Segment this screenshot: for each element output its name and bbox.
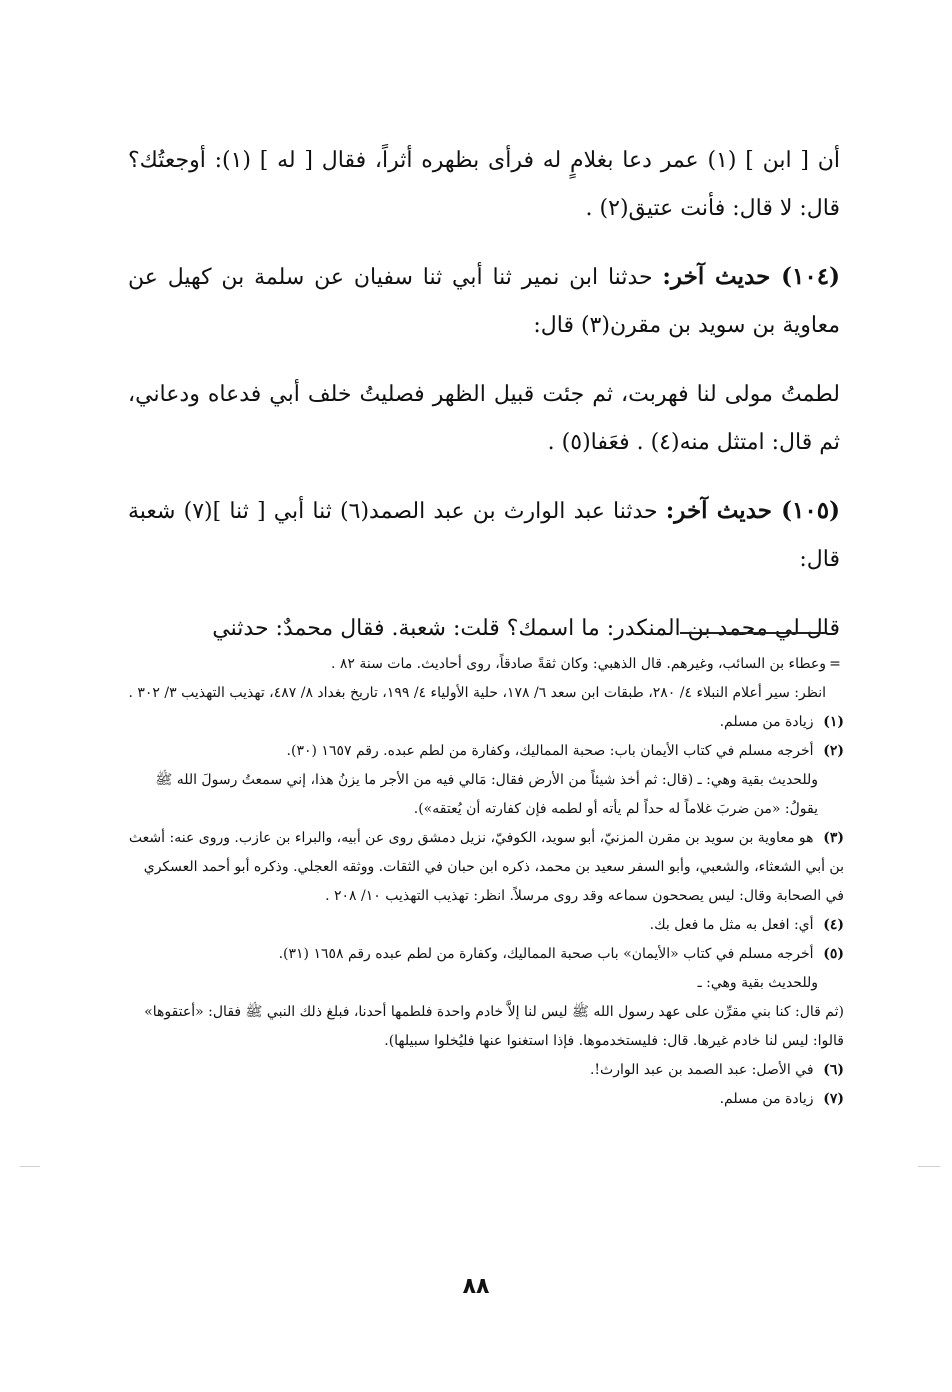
footnote-number: (١) (823, 714, 844, 730)
hadith-heading: (١٠٥) حديث آخر: (665, 497, 840, 524)
footnote-number: (٣) (823, 830, 844, 846)
footnote-7 (128, 1085, 844, 1114)
main-paragraph-3 (128, 370, 840, 467)
footnote-2 (128, 737, 844, 766)
paragraph-text: حدثنا ابن نمير ثنا أبي ثنا سفيان عن سلمة بن كهيل عن معاوية بن سويد بن مقرن(٣) قال: (128, 265, 840, 338)
footnote-1 (128, 708, 844, 737)
main-paragraph-1 (128, 136, 840, 233)
footnote-4 (128, 911, 844, 940)
footnote-5 (128, 940, 844, 969)
main-paragraph-4 (128, 487, 840, 584)
footnote-number: (٥) (823, 946, 844, 962)
continuation-marker: = (829, 656, 841, 672)
page-number: ٨٨ (462, 1274, 490, 1299)
footnote-text: زيادة من مسلم. (719, 1091, 814, 1107)
footnote-text: في الأصل: عبد الصمد بن عبد الوارث!. (589, 1062, 814, 1078)
footnote-2-extra: وللحديث بقية وهي: ـ (قال: ثم أخذ شيئاً من الأرض فقال: مَالي فيه من الأجر ما يزنُ هذا، إني سمعتُ رسولَ الله ﷺ يقولُ: «من ضربَ غلاماً له حداً لم يأته أو لطمه فإن كفارته أن يُعتقه»). (155, 772, 818, 817)
footnote-3 (128, 824, 844, 911)
footnote-number: (٧) (823, 1091, 844, 1107)
continuation-text: وعطاء بن السائب، وغيرهم. قال الذهبي: وكان ثقةً صادقاً، روى أحاديث. مات سنة ٨٢ . (330, 656, 826, 672)
footnote-number: (٤) (823, 917, 844, 933)
hadith-heading: (١٠٤) حديث آخر: (662, 263, 840, 290)
scan-mark (20, 1166, 40, 1167)
continuation-text: انظر: سير أعلام النبلاء ٤/ ٢٨٠، طبقات ابن سعد ٦/ ١٧٨، حلية الأولياء ٤/ ١٩٩، تاريخ بغداد ٨/ ٤٨٧، تهذيب التهذيب ٣/ ٣٠٢ . (128, 685, 826, 701)
footnote-number: (٦) (823, 1062, 844, 1078)
paragraph-text: حدثنا عبد الوارث بن عبد الصمد(٦) ثنا أبي [ ثنا ](٧) شعبة قال: (128, 499, 840, 572)
footnote-text: هو معاوية بن سويد بن مقرن المزنيّ، أبو سويد، الكوفيّ، نزيل دمشق روى عن أبيه، والبراء بن عازب. وروى عنه: أشعث بن أبي الشعثاء، والشعبي، وأبو السفر سعيد بن محمد، ذكره ابن حبان في الثقات. ووثقه العجلي. وذكره أبو أحمد العسكري في الصحابة وقال: ليس يصححون سماعه وقد روى مرسلاً. انظر: تهذيب التهذيب ١٠/ ٢٠٨ . (128, 830, 844, 904)
footnote-text: أي: افعل به مثل ما فعل بك. (649, 917, 814, 933)
footnote-separator (680, 632, 826, 634)
continuation-line-1 (128, 650, 844, 679)
footnote-5-extra: وللحديث بقية وهي: ـ (697, 975, 818, 991)
footnote-6 (128, 1056, 844, 1085)
main-paragraph-2 (128, 253, 840, 350)
footnote-text: أخرجه مسلم في كتاب «الأيمان» باب صحبة المماليك، وكفارة من لطم عبده رقم ١٦٥٨ (٣١). (278, 946, 814, 962)
paragraph-text: أن [ ابن ] (١) عمر دعا بغلامٍ له فرأى بظهره أثراً، فقال [ له ] (١): أوجعتُك؟ قال: لا قال: فأنت عتيق(٢) . (128, 148, 840, 221)
main-paragraph-5 (128, 604, 840, 653)
continuation-line-2 (128, 679, 844, 708)
paragraph-text: قال لي محمد بن المنكدر: ما اسمك؟ قلت: شعبة. فقال محمدٌ: حدثني (212, 616, 840, 641)
footnote-text: أخرجه مسلم في كتاب الأيمان باب: صحبة المماليك، وكفارة من لطم عبده. رقم ١٦٥٧ (٣٠). (286, 743, 814, 759)
main-text (128, 136, 840, 673)
footnote-text: زيادة من مسلم. (719, 714, 814, 730)
scan-mark (918, 1166, 940, 1167)
footnote-continuation (128, 650, 844, 708)
footnote-number: (٢) (823, 743, 844, 759)
footnote-5-quote: (ثم قال: كنا بني مقرِّن على عهد رسول الله ﷺ ليس لنا إلاَّ خادم واحدة فلطمها أحدنا، فبلغ ذلك النبي ﷺ فقال: «أعتقوها» قالوا: ليس لنا خادم غيرها. قال: فليستخدموها. فإذا استغنوا عنها فليُخلوا سبيلها). (144, 1004, 844, 1049)
footnotes (128, 650, 844, 1114)
paragraph-text: لطمتُ مولى لنا فهربت، ثم جئت قبيل الظهر فصليتُ خلف أبي فدعاه ودعاني، ثم قال: امتثل منه(٤) . فعَفا(٥) . (128, 382, 840, 455)
